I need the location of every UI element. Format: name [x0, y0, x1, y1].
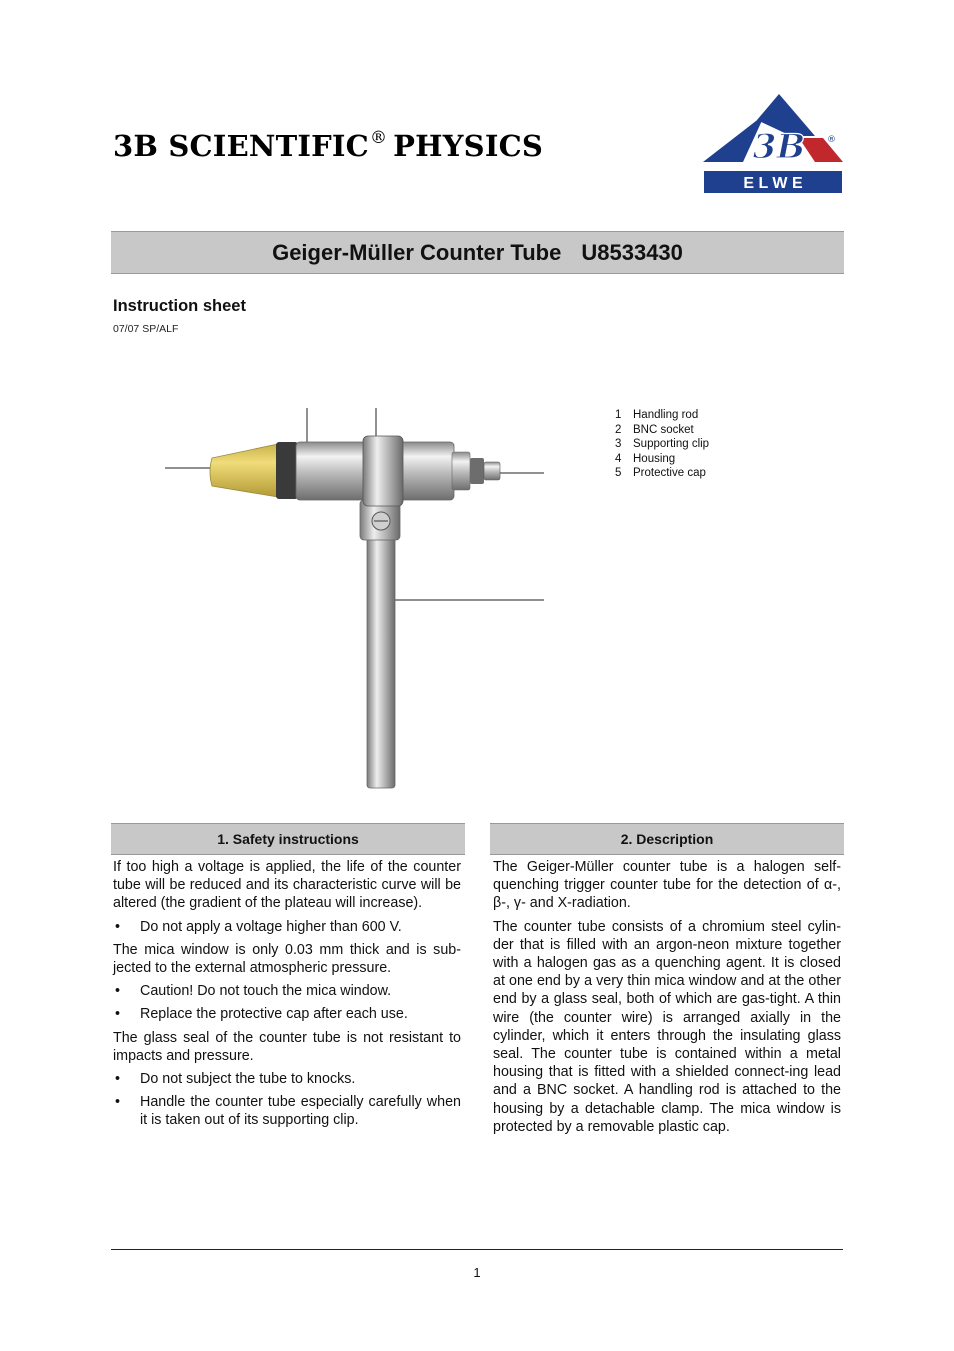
legend-item: 4 Housing [615, 452, 676, 465]
safety-section [113, 858, 461, 1135]
safety-bullet: • Do not apply a voltage higher than 600 V. [113, 918, 461, 936]
logo-registered: ® [827, 135, 836, 145]
product-title-bar [111, 231, 844, 274]
page-number: 1 [473, 1265, 481, 1280]
sheet-date-code: 07/07 SP/ALF [113, 323, 179, 335]
logo-triangle-right [799, 138, 843, 162]
supporting-clip [363, 436, 403, 506]
description-heading: 2. Description [490, 823, 844, 855]
counter-tube-figure [160, 400, 550, 795]
description-paragraph: The Geiger-Müller counter tube is a halogen self-quenching trigger counter tube for the detection of α-, β-, γ- and X-radiation. [493, 859, 841, 912]
logo-wordmark: E L W E [743, 175, 803, 192]
description-section [493, 858, 841, 1141]
sheet-label: Instruction sheet [113, 297, 246, 315]
brand-title: 3B SCIENTIFIC® PHYSICS [113, 128, 544, 163]
product-name: Geiger-Müller Counter Tube [272, 239, 562, 265]
cap-ring [276, 442, 298, 499]
safety-bullet: • Caution! Do not touch the mica window. [113, 982, 461, 1000]
safety-paragraph: If too high a voltage is applied, the life of the counter tube will be reduced and its characteristic curve will be altered (the gradient of the plateau will increase). [113, 859, 461, 912]
footer-rule [111, 1249, 843, 1250]
safety-bullet: • Replace the protective cap after each use. [113, 1005, 461, 1023]
safety-paragraph: The mica window is only 0.03 mm thick and is sub-jected to the external atmospheric pressure. [113, 941, 461, 977]
handling-rod [367, 510, 395, 788]
legend-item: 1 Handling rod [615, 409, 699, 421]
parts-legend [615, 408, 709, 481]
bnc-nut [470, 458, 484, 484]
elwe-logo [703, 94, 843, 194]
safety-paragraph: The glass seal of the counter tube is not resistant to impacts and pressure. [113, 1029, 461, 1064]
safety-bullet: • Handle the counter tube especially carefully when it is taken out of its supporting clip. [113, 1093, 461, 1129]
safety-heading: 1. Safety instructions [111, 823, 465, 855]
description-paragraph: The counter tube consists of a chromium steel cylin-der that is filled with an argon-neon mixture together with a halogen gas as a quenching agent. It is closed at one end by a very thin mica window and at the other end by a glass seal, both of which are gas-tight. A thin wire (the counter wire) is arranged axially in the cylinder, which it enters through the insulating glass seal. The counter tube is contained within a metal housing that is fitted with a shielded connect-ing lead and a BNC socket. A handling rod is attached to the housing by a detachable clamp. The mica window is protected by a removable plastic cap. [493, 918, 841, 1135]
legend-item: 3 Supporting clip [615, 438, 710, 451]
protective-cap [210, 444, 278, 497]
product-code: U8533430 [581, 239, 683, 265]
logo-mark: 3B [752, 127, 806, 167]
safety-bullet: • Do not subject the tube to knocks. [113, 1070, 461, 1088]
legend-item: 5 Protective cap [615, 467, 706, 480]
bnc-socket [484, 462, 500, 480]
tube-tail [452, 452, 470, 490]
legend-item: 2 BNC socket [615, 423, 694, 436]
